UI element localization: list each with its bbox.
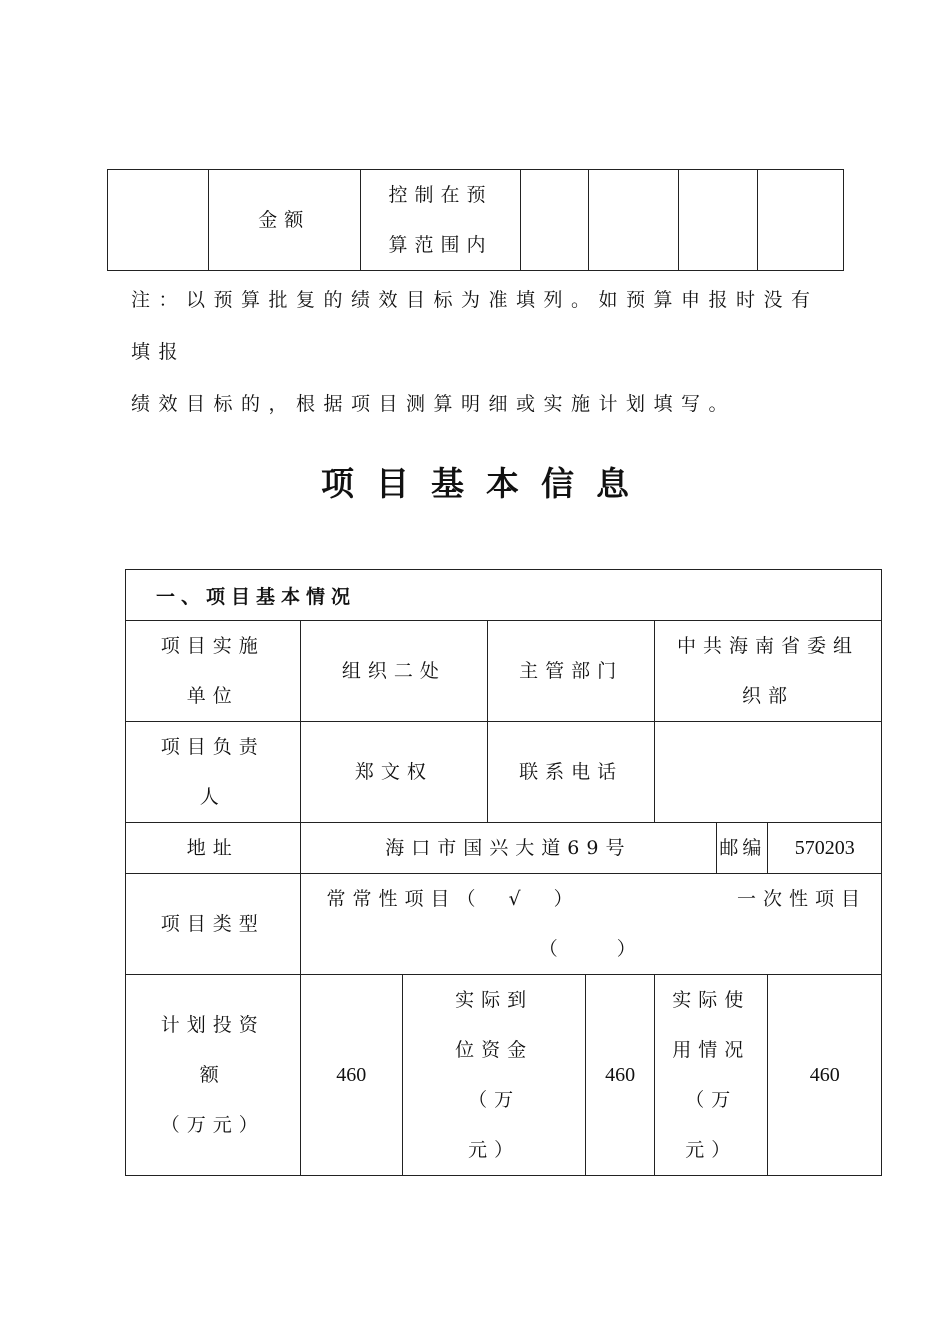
- label-line: 实际使: [672, 989, 751, 1011]
- table-row: [126, 874, 882, 975]
- type-onetime-paren: （ ）: [538, 938, 643, 960]
- table-row: [126, 570, 882, 621]
- impl-unit-value: 组织二处: [300, 621, 488, 722]
- phone-label: 联系电话: [488, 722, 655, 823]
- label-line: 计划投资: [160, 1014, 265, 1036]
- table-cell: [360, 170, 521, 271]
- label-line: 单位: [186, 685, 239, 707]
- note-line: 绩效目标的，根据项目测算明细或实施计划填写。: [131, 393, 737, 415]
- performance-table-fragment: [107, 169, 844, 271]
- label-line: 项目实施: [160, 635, 265, 657]
- label-line: 实际到: [455, 989, 534, 1011]
- value-line: 织部: [742, 685, 795, 707]
- planned-value: 460: [300, 975, 403, 1176]
- address-label: 地址: [126, 823, 301, 874]
- phone-value: [655, 722, 882, 823]
- project-info-table: [125, 569, 882, 1176]
- label-line: （万元）: [160, 1114, 265, 1136]
- used-value: 460: [768, 975, 882, 1176]
- dept-value: [655, 621, 882, 722]
- table-row: [108, 170, 844, 271]
- leader-value: 郑文权: [300, 722, 488, 823]
- label-line: 项目负责: [160, 736, 265, 758]
- label-line: 用情况: [672, 1039, 751, 1061]
- page-title: 项目基本信息: [321, 464, 651, 503]
- address-value: 海口市国兴大道69号: [300, 823, 717, 874]
- dept-label: 主管部门: [488, 621, 655, 722]
- note-line: 注：以预算批复的绩效目标为准填列。如预算申报时没有填报: [131, 289, 819, 363]
- type-label: 项目类型: [126, 874, 301, 975]
- section-heading: 一、项目基本情况: [126, 570, 882, 621]
- table-row: [126, 722, 882, 823]
- table-row: [126, 823, 882, 874]
- cell-line: 算范围内: [388, 234, 493, 256]
- leader-label: [126, 722, 301, 823]
- postcode-label: 邮编: [717, 823, 768, 874]
- label-line: （万: [468, 1089, 521, 1111]
- label-line: （万: [685, 1089, 738, 1111]
- table-cell: [679, 170, 758, 271]
- type-regular: 常常性项目（ √ ）: [326, 888, 580, 910]
- table-row: [126, 621, 882, 722]
- label-line: 元）: [685, 1139, 738, 1161]
- used-label: [655, 975, 768, 1176]
- note-paragraph: [131, 274, 831, 430]
- table-row: [126, 975, 882, 1176]
- received-label: [403, 975, 586, 1176]
- label-line: 人: [199, 786, 226, 808]
- label-line: 位资金: [455, 1039, 534, 1061]
- impl-unit-label: [126, 621, 301, 722]
- table-cell: 金额: [208, 170, 360, 271]
- label-line: 元）: [468, 1139, 521, 1161]
- table-cell: [521, 170, 589, 271]
- planned-label: [126, 975, 301, 1176]
- cell-line: 控制在预: [388, 184, 493, 206]
- table-cell: [758, 170, 844, 271]
- table-cell: [108, 170, 209, 271]
- postcode-value: 570203: [768, 823, 882, 874]
- table-cell: [589, 170, 679, 271]
- label-line: 额: [199, 1064, 226, 1086]
- received-value: 460: [586, 975, 655, 1176]
- type-value: [300, 874, 881, 975]
- value-line: 中共海南省委组: [677, 635, 860, 657]
- type-onetime: 一次性项目: [736, 888, 867, 910]
